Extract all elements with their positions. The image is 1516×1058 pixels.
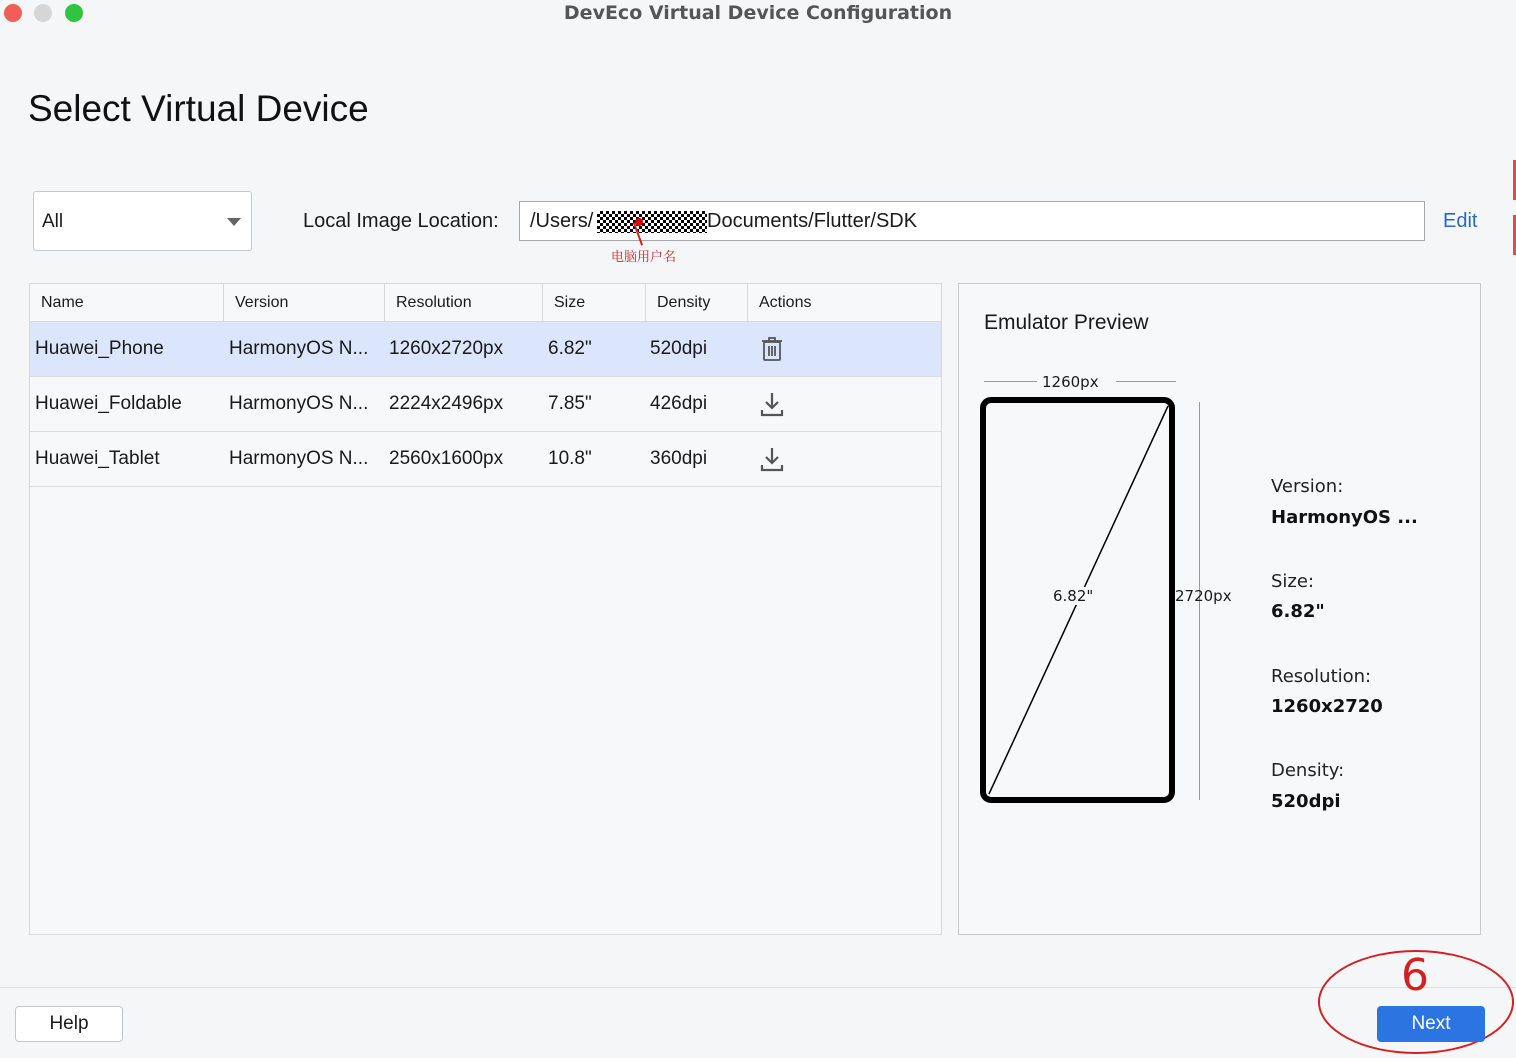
cell-resolution: 2224x2496px <box>389 393 504 414</box>
download-icon[interactable] <box>758 390 786 418</box>
page-title: Select Virtual Device <box>28 88 369 129</box>
redacted-username <box>597 211 707 233</box>
cell-size: 10.8" <box>548 448 592 469</box>
width-dimension-label: 1260px <box>1042 373 1099 391</box>
table-row[interactable] <box>30 432 941 487</box>
table-row[interactable] <box>30 377 941 432</box>
column-header-size[interactable]: Size <box>543 284 646 322</box>
column-header-density[interactable]: Density <box>646 284 748 322</box>
emulator-preview-panel <box>958 283 1481 935</box>
preview-title: Emulator Preview <box>984 311 1149 334</box>
download-icon[interactable] <box>758 445 786 473</box>
size-value: 6.82" <box>1271 601 1325 622</box>
annotation-step-number: 6 <box>1401 950 1429 1001</box>
local-image-location-label: Local Image Location: <box>303 210 499 232</box>
location-path-prefix: /Users/ <box>530 210 594 232</box>
cell-version: HarmonyOS N... <box>229 338 369 359</box>
column-header-resolution[interactable]: Resolution <box>385 284 543 322</box>
delete-icon[interactable] <box>758 335 786 363</box>
cell-name: Huawei_Tablet <box>35 448 160 469</box>
annotation-pointer-dot <box>635 218 643 226</box>
window-title: DevEco Virtual Device Configuration <box>563 2 953 24</box>
density-value: 520dpi <box>1271 791 1341 812</box>
edit-location-link[interactable]: Edit <box>1443 210 1478 232</box>
height-dimension-label: 2720px <box>1175 587 1232 605</box>
cell-name: Huawei_Phone <box>35 338 164 359</box>
cell-density: 426dpi <box>650 393 708 414</box>
cell-version: HarmonyOS N... <box>229 448 369 469</box>
next-button[interactable]: Next <box>1377 1006 1485 1042</box>
window-titlebar <box>0 0 1516 28</box>
table-header <box>30 284 941 322</box>
resolution-label: Resolution: <box>1271 666 1372 687</box>
local-image-location-input[interactable] <box>519 201 1425 241</box>
column-header-version[interactable]: Version <box>224 284 385 322</box>
footer-divider <box>0 987 1516 988</box>
column-header-name[interactable]: Name <box>30 284 224 322</box>
cell-density: 520dpi <box>650 338 708 359</box>
dropdown-selected-value: All <box>42 211 64 232</box>
device-category-dropdown[interactable] <box>33 191 252 251</box>
density-label: Density: <box>1271 760 1345 781</box>
column-header-actions: Actions <box>759 294 812 311</box>
cell-name: Huawei_Foldable <box>35 393 182 414</box>
version-label: Version: <box>1271 476 1344 497</box>
device-table <box>29 283 942 935</box>
table-row[interactable] <box>30 322 941 377</box>
cell-size: 6.82" <box>548 338 592 359</box>
location-path-suffix: Documents/Flutter/SDK <box>707 210 918 232</box>
width-dimension-line <box>1116 381 1176 382</box>
cell-size: 7.85" <box>548 393 592 414</box>
chevron-down-icon <box>227 218 241 226</box>
cell-resolution: 2560x1600px <box>389 448 504 469</box>
resolution-value: 1260x2720 <box>1271 696 1383 717</box>
help-button[interactable]: Help <box>15 1006 123 1042</box>
cell-resolution: 1260x2720px <box>389 338 504 359</box>
cell-version: HarmonyOS N... <box>229 393 369 414</box>
diagonal-size-label: 6.82" <box>1053 587 1094 605</box>
version-value: HarmonyOS ... <box>1271 507 1418 528</box>
width-dimension-line <box>984 381 1037 382</box>
cell-density: 360dpi <box>650 448 708 469</box>
annotation-redaction-note: 电脑用户名 <box>611 249 677 264</box>
size-label: Size: <box>1271 571 1315 592</box>
